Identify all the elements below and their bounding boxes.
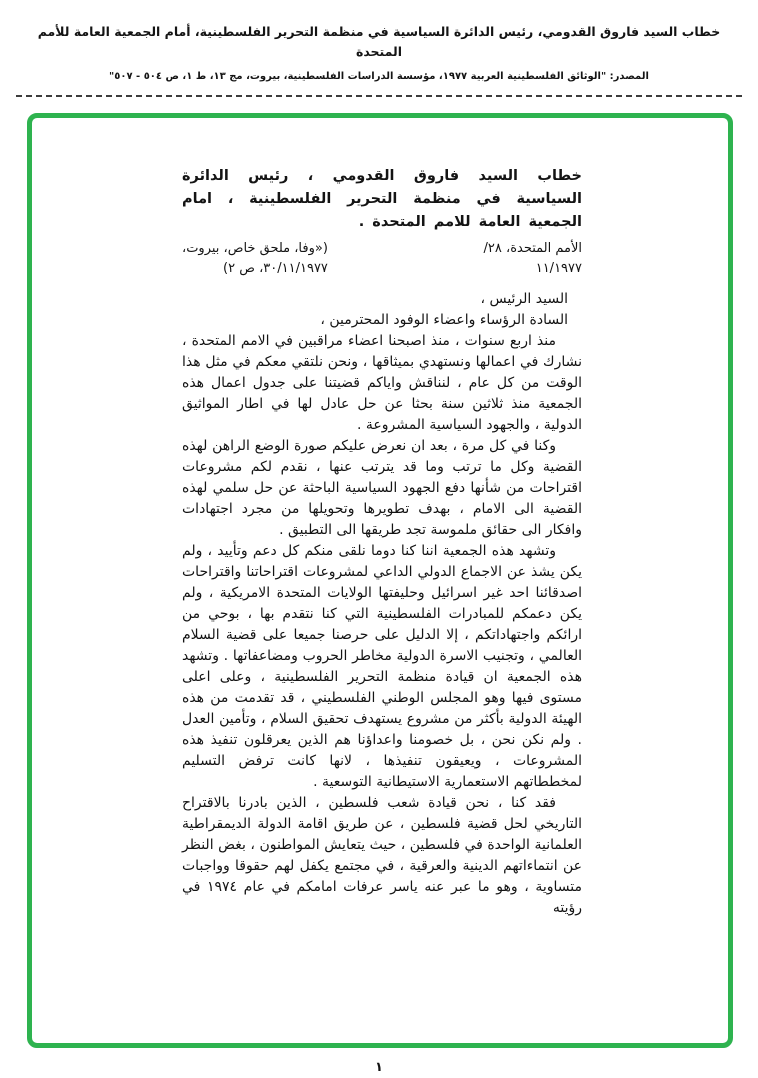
page-number: ١ bbox=[375, 1060, 383, 1075]
body-paragraph: وكنا في كل مرة ، بعد ان نعرض عليكم صورة الوضع الراهن لهذه القضية وكل ما ترتب وما قد يترتب عنها ، نقدم لكم مشروعات اقتراحات من شأنها دفع الجهود السياسية الباحثة عن حل سلمي لهذه القضية الى الامام ، بهدف تطويرها وتحويلها من مجرد اجتهادات وافكار الى حقائق ملموسة تجد طريقها الى التطبيق . bbox=[182, 438, 582, 538]
dashed-divider bbox=[16, 95, 742, 97]
speech-title: خطاب السيد فاروق القدومي ، رئيس الدائرة السياسية في منظمة التحرير الفلسطينية ، امام الجمعية العامة للامم المتحدة . bbox=[182, 168, 582, 230]
header-source: المصدر: "الوثائق الفلسطينية العربية ١٩٧٧، مؤسسة الدراسات الفلسطينية، بيروت، مج ١٣، ط ١، ص ٥٠٤ - ٥٠٧" bbox=[109, 71, 649, 82]
citation-wafa-line1: («وفا، ملحق خاص، بيروت، bbox=[182, 241, 328, 256]
citation-wafa bbox=[182, 239, 328, 279]
citation-row bbox=[182, 239, 582, 279]
document-header bbox=[0, 0, 758, 97]
salutation-president: السيد الرئيس ، bbox=[480, 291, 568, 307]
citation-un bbox=[484, 239, 583, 279]
salutation-delegates: السادة الرؤساء واعضاء الوفود المحترمين ، bbox=[320, 312, 568, 328]
body-paragraph: منذ اربع سنوات ، منذ اصبحنا اعضاء مراقبين في الامم المتحدة ، نشارك في اعمالها ونستهدي بميثاقها ، ونحن نلتقي معكم في مثل هذا الوقت من كل عام ، لنناقش واياكم قضيتنا على جدول اعمال هذه الجمعية منذ ثلاثين سنة بحثا عن حل عادل لها في اطار المواثيق الدولية ، والجهود السياسية المشروعة . bbox=[182, 333, 582, 433]
header-title: خطاب السيد فاروق القدومي، رئيس الدائرة السياسية في منظمة التحرير الفلسطينية، أمام الجمعية العامة للأمم المتحدة bbox=[37, 24, 721, 59]
document-frame bbox=[27, 113, 733, 1048]
citation-un-line1: الأمم المتحدة، ٢٨/ bbox=[483, 241, 582, 256]
citation-un-line2: ١١/١٩٧٧ bbox=[535, 261, 582, 276]
body-paragraph: فقد كنا ، نحن قيادة شعب فلسطين ، الذين بادرنا بالاقتراح التاريخي لحل قضية فلسطين ، عن طريق اقامة الدولة الديمقراطية العلمانية الواحدة في فلسطين ، حيث يتعايش المواطنون ، بغض النظر عن انتماءاتهم الدينية والعرقية ، في مجتمع يكفل لهم حقوقا وواجبات متساوية ، وهو ما عبر عنه ياسر عرفات امامكم في عام ١٩٧٤ في رؤيته bbox=[182, 795, 583, 916]
body-paragraph: وتشهد هذه الجمعية اننا كنا دوما نلقى منكم كل دعم وتأييد ، ولم يكن يشذ عن الاجماع الدولي الداعي لمشروعات اقتراحاتنا واقتراحات اصدقائنا احد غير اسرائيل وحليفتها الولايات المتحدة الامريكية ، ولم يكن دعمكم للمبادرات الفلسطينية التي كنا نتقدم بها ، بوحي من ارائكم واجتهاداتكم ، إلا الدليل على حرصنا جميعا على قضية السلام العالمي ، وتجنيب الاسرة الدولية مخاطر الحروب ومضاعفاتها . وتشهد هذه الجمعية ان قيادة منظمة التحرير الفلسطينية ، وعلى اعلى مستوى فيها وهو المجلس الوطني الفلسطيني ، قد تقدمت من هذه الهيئة الدولية بأكثر من مشروع يستهدف تحقيق السلام ، وتأمين العدل . ولم نكن نحن ، بل خصومنا واعداؤنا هم الذين يعرقلون تنفيذ هذه المشروعات ، ويعيقون تنفيذها ، لانها كانت ترفض التسليم لمخططاتهم الاستعمارية الاستيطانية التوسعية . bbox=[182, 543, 582, 790]
citation-wafa-line2: ٣٠/١١/١٩٧٧، ص ٢) bbox=[223, 261, 328, 276]
document-content bbox=[32, 118, 728, 919]
